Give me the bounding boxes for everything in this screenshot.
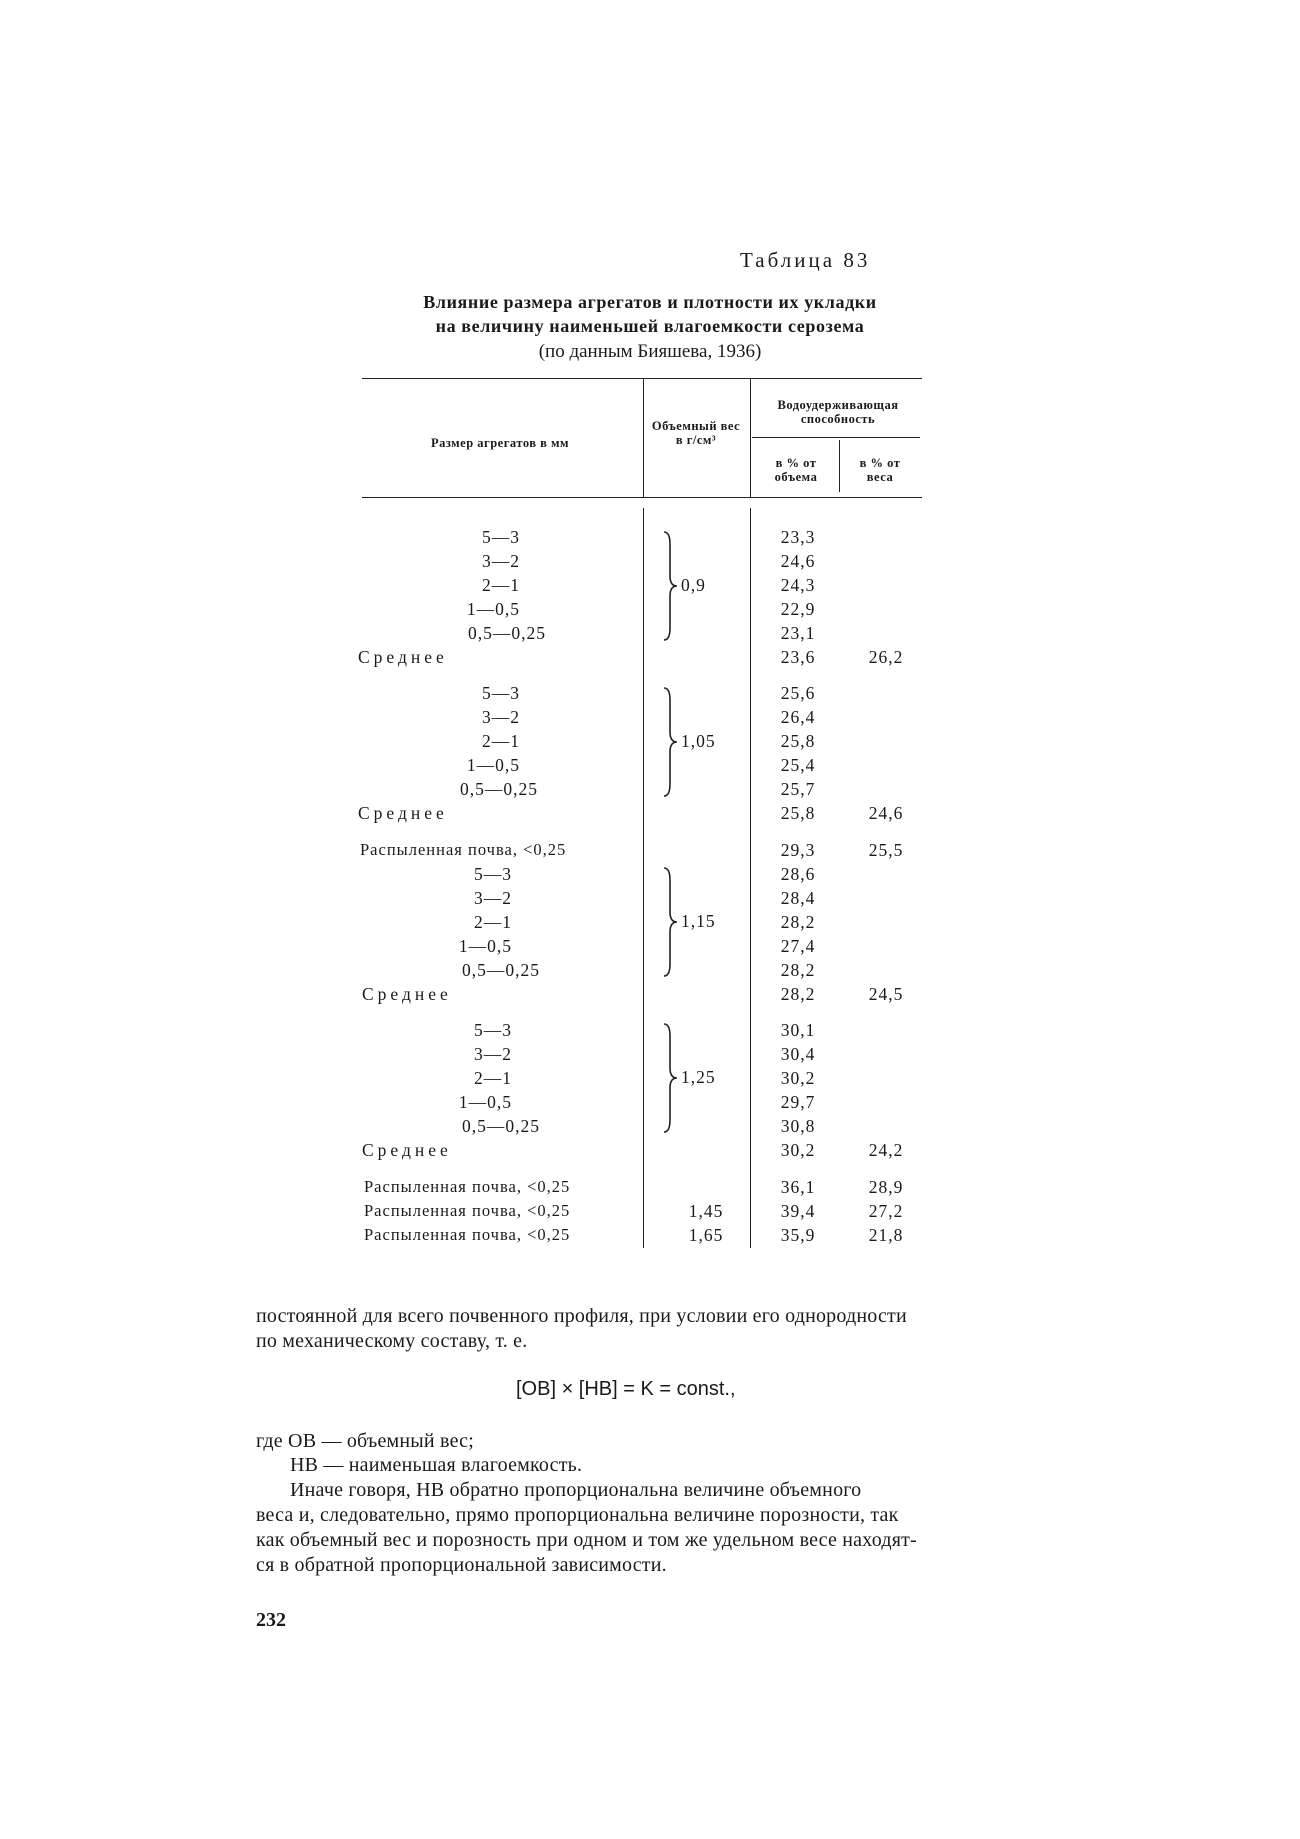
table-top-rule bbox=[362, 378, 922, 379]
size-cell: 0,5—0,25 bbox=[460, 779, 538, 799]
page-number: 232 bbox=[256, 1609, 286, 1631]
size-cell: 3—2 bbox=[474, 1044, 512, 1064]
brace-icon bbox=[662, 530, 682, 642]
pct-volume-cell: 25,6 bbox=[780, 683, 816, 703]
header-water-holding: Водоудерживающая способность bbox=[777, 398, 899, 426]
column-divider-2 bbox=[750, 378, 751, 497]
average-label: Среднее bbox=[362, 984, 452, 1004]
size-cell: 1—0,5 bbox=[458, 936, 512, 956]
average-label: Среднее bbox=[358, 803, 448, 823]
average-pct-volume: 28,2 bbox=[780, 984, 816, 1004]
pct-weight-cell: 28,9 bbox=[868, 1177, 904, 1197]
paragraph-2-line-2: веса и, следовательно, прямо пропорциональна величине порозности, так bbox=[256, 1504, 899, 1526]
pct-volume-cell: 30,8 bbox=[780, 1116, 816, 1136]
pct-volume-cell: 30,2 bbox=[780, 1068, 816, 1088]
pct-volume-cell: 26,4 bbox=[780, 707, 816, 727]
pct-weight-cell: 27,2 bbox=[868, 1201, 904, 1221]
size-cell: 1—0,5 bbox=[458, 1092, 512, 1112]
size-cell: 3—2 bbox=[474, 888, 512, 908]
size-cell: 2—1 bbox=[482, 575, 520, 595]
pct-volume-cell: 28,2 bbox=[780, 960, 816, 980]
header-volume-weight: Объемный вес в г/см³ bbox=[651, 419, 741, 447]
size-cell: 1—0,5 bbox=[466, 599, 520, 619]
size-cell: Распыленная почва, <0,25 bbox=[364, 1225, 571, 1244]
average-pct-volume: 23,6 bbox=[780, 647, 816, 667]
column-divider-3 bbox=[839, 440, 840, 492]
table-source: (по данным Бияшева, 1936) bbox=[538, 341, 762, 362]
pct-volume-cell: 23,1 bbox=[780, 623, 816, 643]
pct-volume-cell: 22,9 bbox=[780, 599, 816, 619]
volume-weight-cell: 0,9 bbox=[681, 575, 706, 595]
table-header-rule bbox=[362, 497, 922, 498]
pct-volume-cell: 24,3 bbox=[780, 575, 816, 595]
brace-icon bbox=[662, 686, 682, 798]
pct-volume-cell: 39,4 bbox=[780, 1201, 816, 1221]
volume-weight-cell: 1,05 bbox=[681, 731, 716, 751]
average-pct-weight: 24,5 bbox=[868, 984, 904, 1004]
pct-volume-cell: 23,3 bbox=[780, 527, 816, 547]
average-pct-volume: 25,8 bbox=[780, 803, 816, 823]
average-label: Среднее bbox=[358, 647, 448, 667]
size-cell: 5—3 bbox=[474, 864, 512, 884]
pct-volume-cell: 24,6 bbox=[780, 551, 816, 571]
table-caption-line-1: Влияние размера агрегатов и плотности их укладки bbox=[423, 292, 877, 312]
pct-volume-cell: 25,7 bbox=[780, 779, 816, 799]
table-caption-line-2: на величину наименьшей влагоемкости серозема bbox=[435, 316, 865, 336]
average-pct-weight: 24,2 bbox=[868, 1140, 904, 1160]
volume-weight-cell: 1,65 bbox=[688, 1225, 724, 1245]
column-divider-body-1 bbox=[643, 508, 644, 1248]
formula: [ОВ] × [НВ] = K = const., bbox=[516, 1378, 736, 1400]
size-cell: 5—3 bbox=[482, 527, 520, 547]
paragraph-1-line-2: по механическому составу, т. е. bbox=[256, 1330, 528, 1352]
average-pct-weight: 24,6 bbox=[868, 803, 904, 823]
paragraph-1-line-1: постоянной для всего почвенного профиля, при условии его однородности bbox=[256, 1305, 907, 1327]
pct-weight-cell: 21,8 bbox=[868, 1225, 904, 1245]
pct-volume-cell: 25,8 bbox=[780, 731, 816, 751]
definition-2: НВ — наименьшая влагоемкость. bbox=[290, 1454, 583, 1476]
volume-weight-cell: 1,45 bbox=[688, 1201, 724, 1221]
pct-volume-cell: 36,1 bbox=[780, 1177, 816, 1197]
pct-volume-cell: 28,4 bbox=[780, 888, 816, 908]
size-cell: 0,5—0,25 bbox=[468, 623, 546, 643]
size-cell: 1—0,5 bbox=[466, 755, 520, 775]
pct-volume-cell: 29,3 bbox=[780, 840, 816, 860]
average-pct-weight: 26,2 bbox=[868, 647, 904, 667]
column-divider-body-2 bbox=[750, 508, 751, 1248]
size-cell: 3—2 bbox=[482, 551, 520, 571]
pct-volume-cell: 30,1 bbox=[780, 1020, 816, 1040]
column-divider-1 bbox=[643, 378, 644, 497]
size-cell: Распыленная почва, <0,25 bbox=[360, 840, 567, 859]
volume-weight-cell: 1,25 bbox=[681, 1067, 716, 1087]
size-cell: Распыленная почва, <0,25 bbox=[364, 1177, 571, 1196]
size-cell: 0,5—0,25 bbox=[462, 1116, 540, 1136]
brace-icon bbox=[662, 1022, 682, 1134]
size-cell: 3—2 bbox=[482, 707, 520, 727]
size-cell: 2—1 bbox=[474, 1068, 512, 1088]
definition-1: где ОВ — объемный вес; bbox=[256, 1430, 474, 1452]
size-cell: 5—3 bbox=[482, 683, 520, 703]
size-cell: 2—1 bbox=[482, 731, 520, 751]
pct-volume-cell: 25,4 bbox=[780, 755, 816, 775]
brace-icon bbox=[662, 866, 682, 978]
pct-volume-cell: 35,9 bbox=[780, 1225, 816, 1245]
average-pct-volume: 30,2 bbox=[780, 1140, 816, 1160]
size-cell: 2—1 bbox=[474, 912, 512, 932]
size-cell: 0,5—0,25 bbox=[462, 960, 540, 980]
pct-volume-cell: 30,4 bbox=[780, 1044, 816, 1064]
pct-volume-cell: 29,7 bbox=[780, 1092, 816, 1112]
header-size: Размер агрегатов в мм bbox=[430, 436, 570, 450]
subheader-rule bbox=[752, 437, 920, 438]
paragraph-2-line-1: Иначе говоря, НВ обратно пропорциональна величине объемного bbox=[290, 1479, 862, 1501]
pct-weight-cell: 25,5 bbox=[868, 840, 904, 860]
header-pct-volume: в % от объема bbox=[774, 456, 818, 484]
size-cell: Распыленная почва, <0,25 bbox=[364, 1201, 571, 1220]
pct-volume-cell: 27,4 bbox=[780, 936, 816, 956]
pct-volume-cell: 28,2 bbox=[780, 912, 816, 932]
pct-volume-cell: 28,6 bbox=[780, 864, 816, 884]
table-number: Таблица 83 bbox=[740, 248, 871, 272]
volume-weight-cell: 1,15 bbox=[681, 911, 716, 931]
paragraph-2-line-4: ся в обратной пропорциональной зависимости. bbox=[256, 1554, 667, 1576]
size-cell: 5—3 bbox=[474, 1020, 512, 1040]
header-pct-weight: в % от веса bbox=[859, 456, 901, 484]
average-label: Среднее bbox=[362, 1140, 452, 1160]
paragraph-2-line-3: как объемный вес и порозность при одном и том же удельном весе находят- bbox=[256, 1529, 917, 1551]
